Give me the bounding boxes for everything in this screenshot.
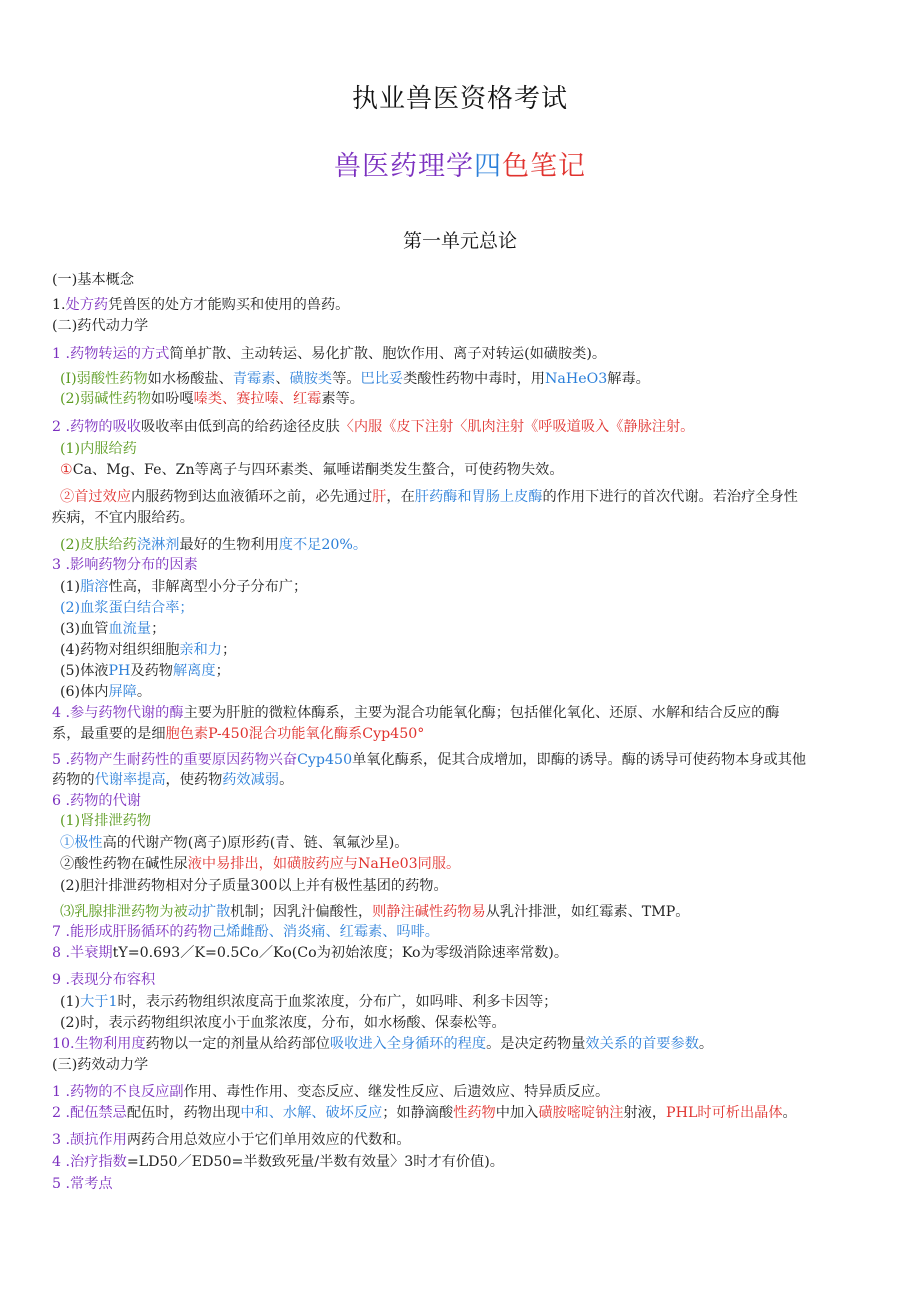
note-text: ；	[151, 621, 166, 637]
note-text: 脂溶	[80, 579, 109, 595]
note-text: 嗪类、赛拉嗪、红霉	[193, 391, 322, 407]
note-line	[60, 460, 564, 480]
note-text: 颉抗作用	[70, 1132, 127, 1148]
note-text: 。	[782, 1105, 797, 1121]
note-text: 浇淋剂	[136, 537, 180, 553]
note-text: 中和、水解、破坏反应	[240, 1105, 383, 1121]
note-text: 参与药物代谢的酶	[70, 705, 184, 721]
note-text: PHL时可析出晶体	[666, 1105, 783, 1121]
note-text: ；	[215, 663, 230, 679]
note-line	[52, 1034, 713, 1054]
subtitle-segment: 兽医药理学	[334, 151, 474, 182]
note-text: 磺胺嘧啶钠注	[538, 1105, 624, 1121]
note-text: 主要为肝脏的微粒体酶系，主要为混合功能氧化酶；包括催化氧化、还原、水解和结合反应的酶	[183, 705, 780, 721]
note-line	[52, 295, 349, 315]
note-line	[52, 750, 806, 770]
note-text: 如吩嘎	[151, 391, 194, 407]
note-text: 代谢率提高	[94, 772, 166, 788]
note-line	[52, 1152, 504, 1172]
note-text: 1.	[52, 297, 66, 313]
note-line	[52, 1130, 411, 1150]
note-line	[60, 640, 236, 660]
note-text: 磺胺类	[289, 371, 333, 387]
note-text: ；	[222, 642, 237, 658]
note-text: 则静注碱性药物易	[372, 904, 486, 920]
note-text: 吸收率由低到高的给药途径皮肤	[141, 419, 340, 435]
note-text: 药物的代谢	[70, 793, 141, 809]
note-text: Ca、Mg、Fe、Zn等离子与四环素类、氟唾诺酮类发生螯合，可使药物失效。	[72, 462, 564, 478]
note-line	[52, 270, 134, 290]
note-line	[60, 902, 689, 922]
note-line	[60, 811, 151, 831]
note-text: 1 .	[52, 346, 71, 362]
note-text: ，在	[386, 489, 415, 505]
note-line	[60, 439, 137, 459]
note-line	[52, 1103, 797, 1123]
note-text: 〈内服《皮下注射〈肌肉注射《呼吸道吸入《静脉注射。	[339, 419, 695, 435]
note-text: 射液，	[623, 1105, 667, 1121]
note-text: 。	[136, 684, 152, 700]
note-line	[52, 316, 148, 336]
note-text: 系，最重要的是细	[52, 726, 166, 742]
note-text: 液中易排出，如磺胺药应与NaHe03同服。	[187, 856, 461, 872]
note-text: 胞色素P-450混合功能氧化酶系Cyp450°	[165, 726, 425, 742]
note-text: (2)	[60, 537, 81, 553]
note-text: 性高，非解离型小分子分布广；	[108, 579, 308, 595]
note-line	[52, 344, 606, 364]
note-text: ①	[60, 835, 75, 851]
note-text: 解离度	[172, 663, 216, 679]
note-text: 度不足20%。	[278, 537, 368, 553]
note-text: 处方药	[65, 297, 109, 313]
note-text: 等。	[332, 371, 361, 387]
note-text: ；如静滴酸	[382, 1105, 454, 1121]
note-line	[52, 555, 198, 575]
note-text: 5 .	[52, 752, 71, 768]
note-text: 类酸性药物中毒时，用	[403, 371, 545, 387]
note-text: 简单扩散、主动转运、易化扩散、胞饮作用、离子对转运(如磺胺类)。	[169, 346, 607, 362]
note-text: 2 .	[52, 419, 71, 435]
note-text: (4)药物对组织细胞	[60, 642, 180, 658]
note-text: 极性	[74, 835, 103, 851]
note-line	[52, 417, 694, 437]
note-text: 半衰期	[70, 945, 113, 961]
note-text: 屏障	[108, 684, 137, 700]
note-line	[60, 833, 409, 853]
note-text: (3)血管	[60, 621, 109, 637]
note-text: 高的代谢产物(离子)原形药(青、链、氧氟沙星)。	[102, 835, 409, 851]
note-text: 单氧化酶系，促其合成增加，即酶的诱导。酶的诱导可使药物本身或其他	[352, 752, 807, 768]
note-text: 药物的	[52, 772, 95, 788]
note-line	[52, 943, 568, 963]
note-text: (5)体液	[60, 663, 109, 679]
note-text: 副	[169, 1084, 184, 1100]
note-text: 。是决定药物量	[486, 1036, 586, 1052]
note-text: 作用、毒性作用、变态反应、继发性反应、后遗效应、特异质反应。	[183, 1084, 610, 1100]
note-text: (1)内服给药	[60, 441, 137, 457]
note-text: (三)药效动力学	[52, 1057, 149, 1073]
note-text: 肝药酶和胃肠上皮酶	[414, 489, 543, 505]
note-line	[60, 389, 364, 409]
note-text: ②首过效应	[60, 489, 131, 505]
note-line	[52, 770, 293, 790]
note-text: PH	[108, 663, 131, 679]
note-text: 己烯雌酚、消炎痛、红霉素、吗啡。	[211, 924, 439, 940]
note-text: 、	[275, 371, 290, 387]
note-text: 药物的不良反应	[70, 1084, 170, 1100]
note-line	[52, 1174, 113, 1194]
note-line	[52, 724, 424, 744]
note-text: (2)血浆蛋白结合率；	[60, 600, 194, 616]
note-text: NaHeO3	[544, 371, 608, 387]
note-text: 的作用下进行的首次代谢。若治疗全身性	[542, 489, 798, 505]
note-text: 配伍禁忌	[70, 1105, 127, 1121]
note-text: 。	[279, 772, 294, 788]
note-text: 青霉素	[232, 371, 276, 387]
note-text: 能形成肝肠循环的药物	[70, 924, 212, 940]
note-line	[60, 598, 194, 618]
note-text: 10.	[52, 1036, 75, 1052]
note-line	[60, 535, 367, 555]
note-text: 9 .	[52, 972, 71, 988]
note-line	[60, 1013, 506, 1033]
note-text: ①	[60, 462, 73, 478]
note-line	[60, 369, 650, 389]
note-text: 药物以一定的剂量从给药部位	[145, 1036, 330, 1052]
note-text: 从乳汁排泄，如红霉素、TMP。	[485, 904, 690, 920]
note-text: 药物产生耐药性的重要原因药物兴奋	[70, 752, 298, 768]
note-text: (1)肾排泄药物	[60, 813, 152, 829]
note-text: 常考点	[70, 1176, 113, 1192]
note-line	[52, 1055, 148, 1075]
note-line	[60, 577, 307, 597]
subtitle-segment: 四	[474, 151, 502, 182]
note-text: 效关系的首要参数	[585, 1036, 699, 1052]
note-text: 巴比妥	[360, 371, 404, 387]
note-text: 5 .	[52, 1176, 71, 1192]
note-text: 性药物	[453, 1105, 496, 1121]
note-text: 4 .	[52, 1154, 71, 1170]
note-text: 两药合用总效应小于它们单用效应的代数和。	[126, 1132, 411, 1148]
exam-title: 执业兽医资格考试	[351, 84, 568, 114]
note-text: 7 .	[52, 924, 71, 940]
subtitle-segment: 色笔记	[502, 151, 586, 182]
note-text: (1)	[60, 994, 81, 1010]
note-text: (2)弱碱性药物	[60, 391, 152, 407]
note-text: (I)弱酸性药物	[60, 371, 148, 387]
note-text: 皮肤给药	[80, 537, 137, 553]
note-text: =LD50／ED50=半数致死量/半数有效量〉3时才有价值)。	[126, 1154, 504, 1170]
note-text: 药物的吸收	[70, 419, 141, 435]
note-text: 2 .	[52, 1105, 71, 1121]
note-text: (二)药代动力学	[52, 318, 149, 334]
note-text: 表现分布容积	[70, 972, 156, 988]
note-text: 药物转运的方式	[70, 346, 170, 362]
note-line	[52, 703, 779, 723]
note-text: 8 .	[52, 945, 71, 961]
note-text: 及药物	[130, 663, 173, 679]
note-line	[52, 1082, 609, 1102]
note-text: (一)基本概念	[52, 272, 135, 288]
note-line	[60, 487, 798, 507]
note-text: 3 .	[52, 1132, 71, 1148]
note-text: 疾病，不宜内服给药。	[52, 510, 194, 526]
note-text: 大于1	[80, 994, 118, 1010]
note-line	[60, 619, 165, 639]
note-text: 中加入	[495, 1105, 539, 1121]
note-text: 3 .	[52, 557, 71, 573]
note-text: 血流量	[108, 621, 152, 637]
note-line	[60, 854, 460, 874]
note-text: 治疗指数	[70, 1154, 127, 1170]
note-text: (1)	[60, 579, 81, 595]
note-text: ，使药物	[165, 772, 223, 788]
note-text: 时，表示药物组织浓度高于血浆浓度，分布广，如吗啡、利多卡因等；	[117, 994, 558, 1010]
note-text: 6 .	[52, 793, 71, 809]
note-text: 凭兽医的处方才能购买和使用的兽药。	[108, 297, 350, 313]
note-text: ⑶乳腺排泄药物为被	[60, 904, 188, 920]
note-text: (6)体内	[60, 684, 109, 700]
note-text: 吸收进入全身循环的程度	[329, 1036, 487, 1052]
note-text: 素等。	[321, 391, 364, 407]
note-line	[60, 992, 557, 1012]
note-text: 动扩散	[187, 904, 231, 920]
note-text: (2)时，表示药物组织浓度小于血浆浓度，分布，如水杨酸、保泰松等。	[60, 1015, 506, 1031]
note-line	[52, 922, 439, 942]
note-line	[52, 508, 194, 528]
note-text: tY=0.693／K=0.5Co／Ko(Co为初始浓度；Ko为零级消除速率常数)。	[112, 945, 569, 961]
note-text: 肝	[372, 489, 387, 505]
note-text: Cyp450	[297, 752, 353, 768]
unit-title: 第一单元总论	[402, 230, 517, 252]
note-line	[52, 970, 155, 990]
note-text: 1 .	[52, 1084, 71, 1100]
note-text: 内	[130, 489, 146, 505]
note-line	[60, 682, 151, 702]
note-text: 4 .	[52, 705, 71, 721]
note-text: 配伍时，药物出现	[126, 1105, 241, 1121]
note-text: 解毒。	[607, 371, 650, 387]
note-text: (2)胆汁排泄药物相对分子质量300以上并有极性基团的药物。	[60, 878, 448, 894]
note-text: 药效减弱	[222, 772, 280, 788]
note-line	[52, 791, 141, 811]
note-text: 最好的生物利用	[179, 537, 279, 553]
note-line	[60, 661, 230, 681]
note-text: 影响药物分布的因素	[70, 557, 198, 573]
note-line	[60, 876, 448, 896]
note-text: 机制；因乳汁偏酸性，	[230, 904, 373, 920]
note-text: 亲和力	[179, 642, 222, 658]
note-text: 如水杨酸盐、	[147, 371, 233, 387]
note-text: 服药物到达血液循环之前，必先通过	[145, 489, 373, 505]
note-text: ②酸性药物在碱性尿	[60, 856, 188, 872]
note-text: 。	[698, 1036, 714, 1052]
note-text: 生物利用度	[74, 1036, 146, 1052]
